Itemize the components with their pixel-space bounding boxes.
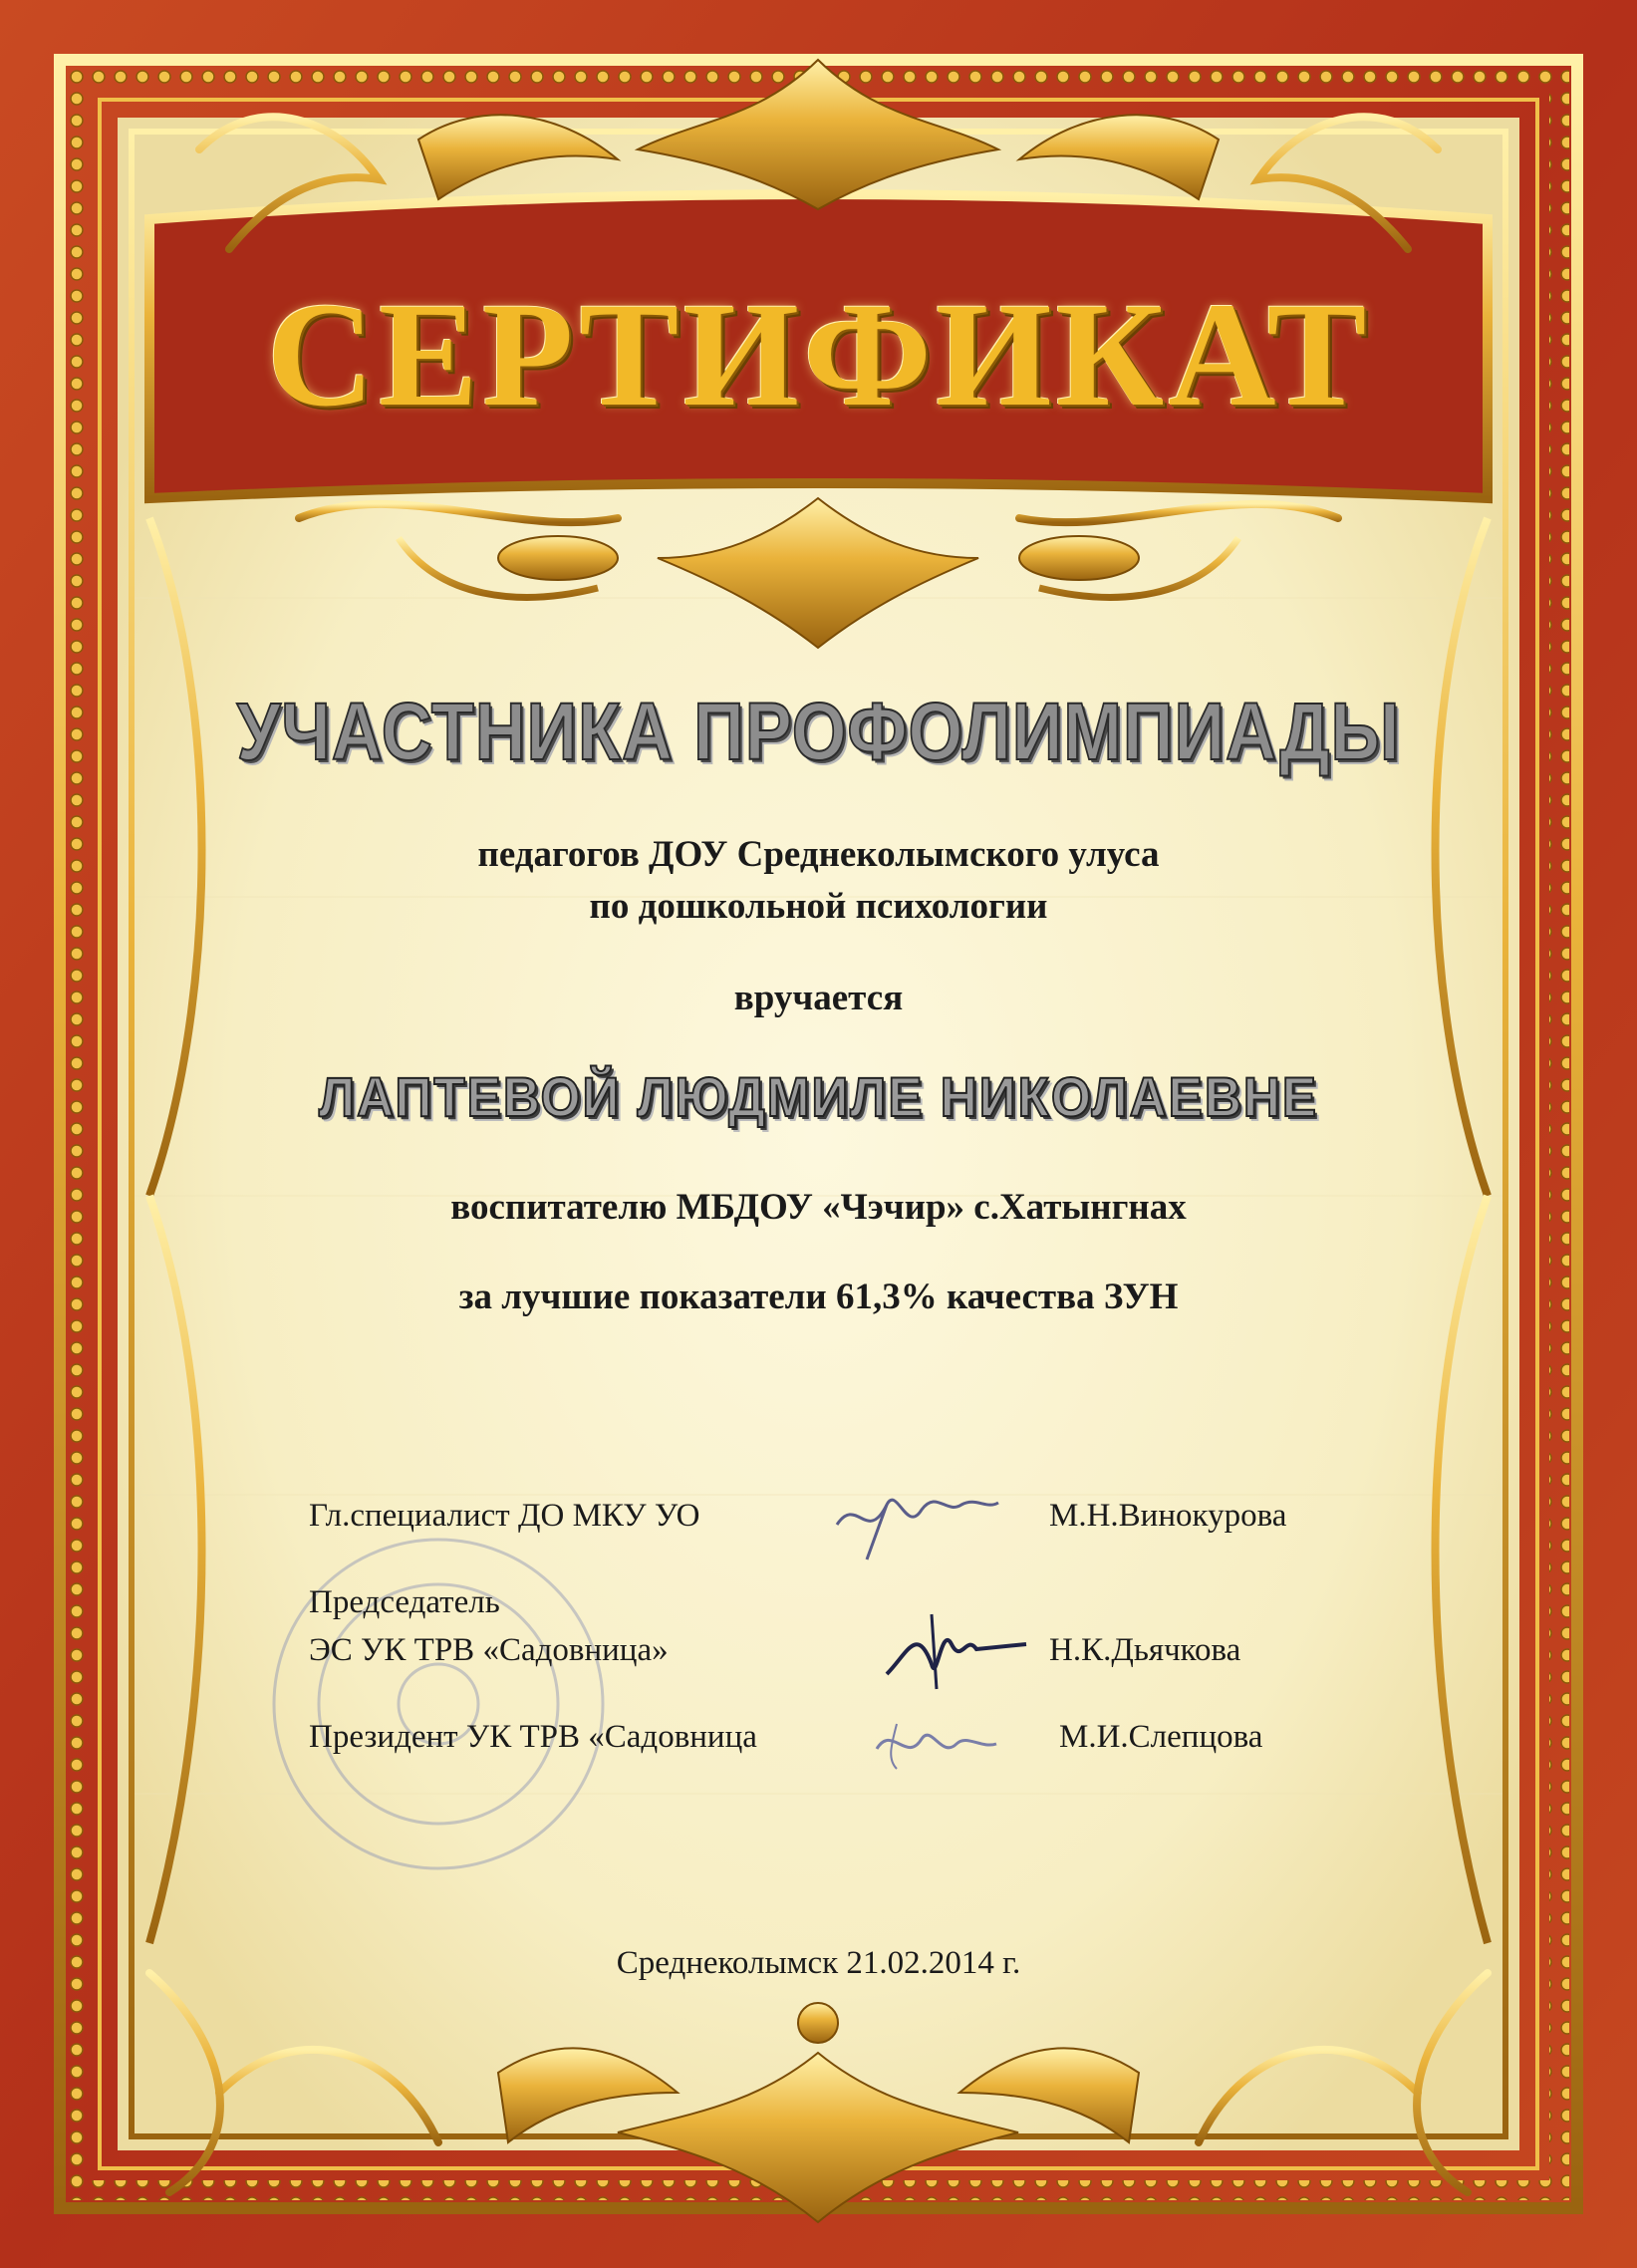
- recipient-position: воспитателю МБДОУ «Чэчир» с.Хатынгнах: [450, 1187, 1187, 1228]
- signatory-1-role: Гл.специалист ДО МКУ УО: [309, 1498, 700, 1534]
- signatory-3-role: Президент УК ТРВ «Садовница: [309, 1719, 757, 1755]
- signatory-2-name: Н.К.Дьячкова: [1049, 1632, 1241, 1668]
- signature-1: [827, 1455, 1006, 1564]
- signatory-2-role-line-2: ЭС УК ТРВ «Садовница»: [309, 1632, 669, 1668]
- certificate-title: СЕРТИФИКАТ: [266, 272, 1371, 437]
- recipient-name: ЛАПТЕВОЙ ЛЮДМИЛЕ НИКОЛАЕВНЕ: [318, 1065, 1319, 1128]
- certificate-subtitle: УЧАСТНИКА ПРОФОЛИМПИАДЫ: [236, 687, 1401, 777]
- awarded-label: вручается: [733, 978, 904, 1018]
- place-and-date: Среднеколымск 21.02.2014 г.: [616, 1945, 1021, 1981]
- signature-3: [867, 1704, 1006, 1784]
- signature-2: [877, 1604, 1036, 1694]
- award-reason: за лучшие показатели 61,3% качества ЗУН: [458, 1276, 1179, 1317]
- description-line-1: педагогов ДОУ Среднеколымского улуса: [477, 834, 1160, 875]
- signatory-1-name: М.Н.Винокурова: [1049, 1498, 1287, 1534]
- description-line-2: по дошкольной психологии: [589, 886, 1048, 927]
- signatory-3-name: М.И.Слепцова: [1059, 1719, 1263, 1755]
- signatory-2-role-line-1: Председатель: [309, 1584, 500, 1620]
